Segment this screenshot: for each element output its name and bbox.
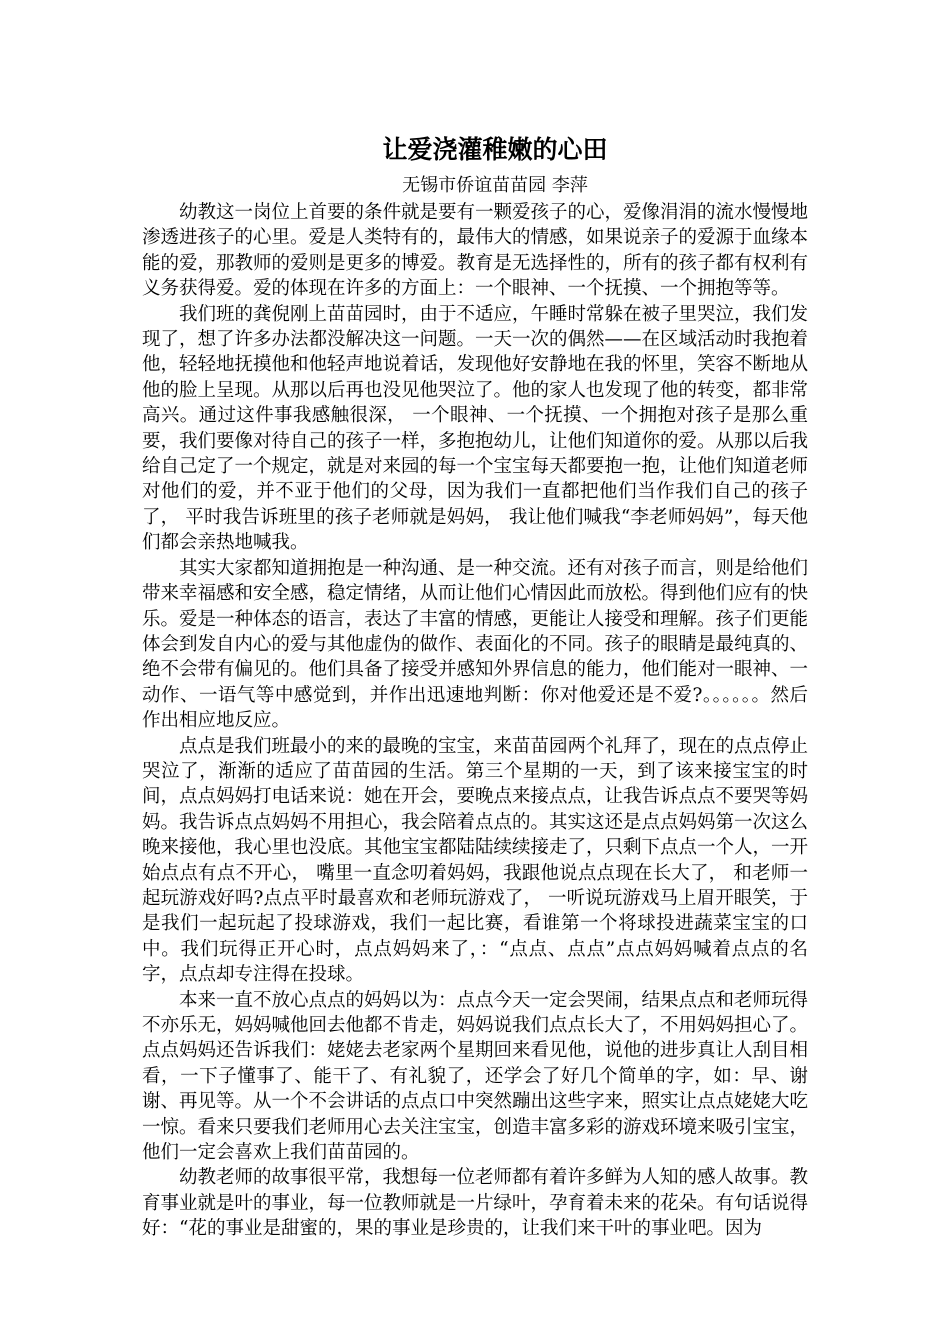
paragraph: 其实大家都知道拥抱是一种沟通、是一种交流。还有对孩子而言，则是给他们带来幸福感和安全感，稳定情绪，从而让他们心情因此而放松。得到他们应有的快乐。爱是一种体态的语言，表达了丰富的情感，更能让人接受和理解。孩子们更能体会到发自内心的爱与其他虚伪的做作、表面化的不同。孩子的眼睛是最纯真的、绝不会带有偏见的。他们具备了接受并感知外界信息的能力，他们能对一眼神、一动作、一语气等中感觉到，并作出迅速地判断：你对他爱还是不爱?。。。。。。然后作出相应地反应。 [142, 557, 809, 732]
paragraph: 本来一直不放心点点的妈妈以为：点点今天一定会哭闹，结果点点和老师玩得不亦乐无，妈妈喊他回去他都不肯走，妈妈说我们点点长大了，不用妈妈担心了。点点妈妈还告诉我们：姥姥去老家两个星期回来看见他，说他的进步真让人刮目相看，一下子懂事了、能干了、有礼貌了，还学会了好几个简单的字，如：早、谢谢、再见等。从一个不会讲话的点点口中突然蹦出这些字来，照实让点点姥姥大吃一惊。看来只要我们老师用心去关注宝宝，创造丰富多彩的游戏环境来吸引宝宝，他们一定会喜欢上我们苗苗园的。 [142, 989, 809, 1164]
paragraph: 幼教这一岗位上首要的条件就是要有一颗爱孩子的心，爱像涓涓的流水慢慢地渗透进孩子的心里。爱是人类特有的，最伟大的情感，如果说亲子的爱源于血缘本能的爱，那教师的爱则是更多的博爱。教育是无选择性的，所有的孩子都有权利有义务获得爱。爱的体现在许多的方面上：一个眼神、一个抚摸、一个拥抱等等。 [142, 202, 809, 300]
document-body [142, 200, 808, 1242]
document-title: 让爱浇灌稚嫩的心田 [382, 135, 608, 164]
paragraph: 我们班的龚倪刚上苗苗园时，由于不适应，午睡时常躲在被子里哭泣，我们发现了，想了许多办法都没解决这一问题。一天一次的偶然——在区域活动时我抱着他，轻轻地抚摸他和他轻声地说着话，发现他好安静地在我的怀里，笑容不断地从他的脸上呈现。从那以后再也没见他哭泣了。他的家人也发现了他的转变，都非常高兴。通过这件事我感触很深， 一个眼神、一个抚摸、一个拥抱对孩子是那么重要，我们要像对待自己的孩子一样，多抱抱幼儿，让他们知道你的爱。从那以后我给自己定了一个规定，就是对来园的每一个宝宝每天都要抱一抱，让他们知道老师对他们的爱，并不亚于他们的父母，因为我们一直都把他们当作我们自己的孩子了， 平时我告诉班里的孩子老师就是妈妈， 我让他们喊我“李老师妈妈”，每天他们都会亲热地喊我。 [142, 303, 809, 554]
paragraph: 幼教老师的故事很平常，我想每一位老师都有着许多鲜为人知的感人故事。教育事业就是叶的事业，每一位教师就是一片绿叶，孕育着未来的花朵。有句话说得好：“花的事业是甜蜜的，果的事业是珍贵的，让我们来干叶的事业吧。因为 [142, 1167, 809, 1240]
paragraph: 点点是我们班最小的来的最晚的宝宝，来苗苗园两个礼拜了，现在的点点停止哭泣了，渐渐的适应了苗苗园的生活。第三个星期的一天，到了该来接宝宝的时间，点点妈妈打电话来说：她在开会，要晚点来接点点，让我告诉点点不要哭等妈妈。我告诉点点妈妈不用担心，我会陪着点点的。其实这还是点点妈妈第一次这么晚来接他，我心里也没底。其他宝宝都陆陆续续接走了，只剩下点点一个人，一开始点点有点不开心， 嘴里一直念叨着妈妈，我跟他说点点现在长大了， 和老师一起玩游戏好吗?点点平时最喜欢和老师玩游戏了， 一听说玩游戏马上眉开眼笑，于是我们一起玩起了投球游戏，我们一起比赛，看谁第一个将球投进蔬菜宝宝的口中。我们玩得正开心时，点点妈妈来了，：“点点、点点”点点妈妈喊着点点的名字，点点却专注得在投球。 [142, 735, 809, 986]
author-line: 无锡市侨谊苗苗园 李萍 [402, 175, 588, 196]
